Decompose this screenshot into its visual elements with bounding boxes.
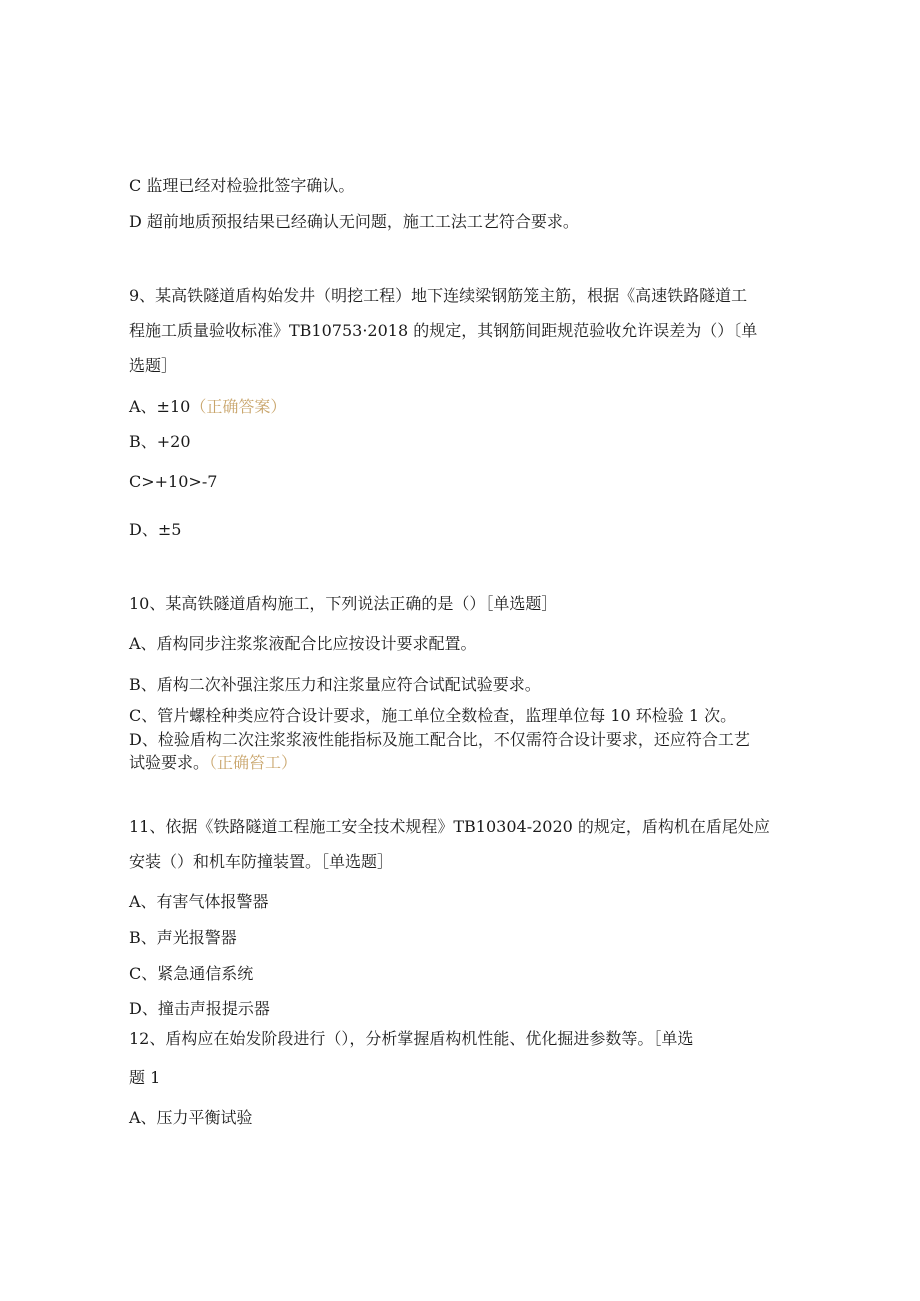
option-line: C 监理已经对检验批签字确认。: [129, 176, 355, 195]
option-D-continued: [129, 753, 297, 773]
option-D: D、±5: [129, 520, 182, 539]
question-11-text: 安装（）和机车防撞装置。［单选题］: [129, 852, 394, 871]
option-A: A、盾构同步注浆浆液配合比应按设计要求配置。: [129, 634, 477, 653]
question-12-text: 12、盾构应在始发阶段进行（），分析掌握盾构机性能、优化掘进参数等。［单选: [129, 1029, 694, 1048]
option-label: A、±10: [129, 397, 191, 416]
option-A: [129, 397, 286, 417]
correct-answer-mark: （正确答案）: [190, 397, 287, 416]
question-12-text: 题 1: [129, 1068, 161, 1087]
option-C: C、紧急通信系统: [129, 964, 254, 983]
question-9-text: 程施工质量验收标准》TB10753·2018 的规定，其钢筋间距规范验收允许误差为（）〔单: [129, 321, 758, 340]
question-10-text: 10、某高铁隧道盾构施工，下列说法正确的是（）［单选题］: [129, 594, 558, 613]
option-D: D、撞击声报提示器: [129, 999, 270, 1018]
question-9-text: 9、某高铁隧道盾构始发井（明挖工程）地下连续梁钢筋笼主筋，根据《高速铁路隧道工: [129, 286, 748, 305]
option-line: D 超前地质预报结果已经确认无问题，施工工法工艺符合要求。: [129, 212, 579, 231]
option-label: 试验要求。: [129, 753, 210, 772]
option-C: C>+10>-7: [129, 472, 218, 491]
option-A: A、有害气体报警器: [129, 892, 269, 911]
option-A: A、压力平衡试验: [129, 1108, 253, 1127]
option-B: B、声光报警器: [129, 928, 237, 947]
correct-answer-mark: （正确笞工）: [209, 753, 298, 772]
option-B: B、+20: [129, 432, 191, 451]
option-D: D、检验盾构二次注浆浆液性能指标及施工配合比，不仅需符合设计要求，还应符合工艺: [129, 730, 750, 749]
question-9-text: 选题］: [129, 356, 178, 375]
question-11-text: 11、依据《铁路隧道工程施工安全技术规程》TB10304-2020 的规定，盾构机在盾尾处应: [129, 817, 770, 836]
option-B: B、盾构二次补强注浆压力和注浆量应符合试配试验要求。: [129, 675, 541, 694]
option-C: C、管片螺栓种类应符合设计要求，施工单位全数检查，监理单位每 10 环检验 1 次。: [129, 706, 737, 725]
